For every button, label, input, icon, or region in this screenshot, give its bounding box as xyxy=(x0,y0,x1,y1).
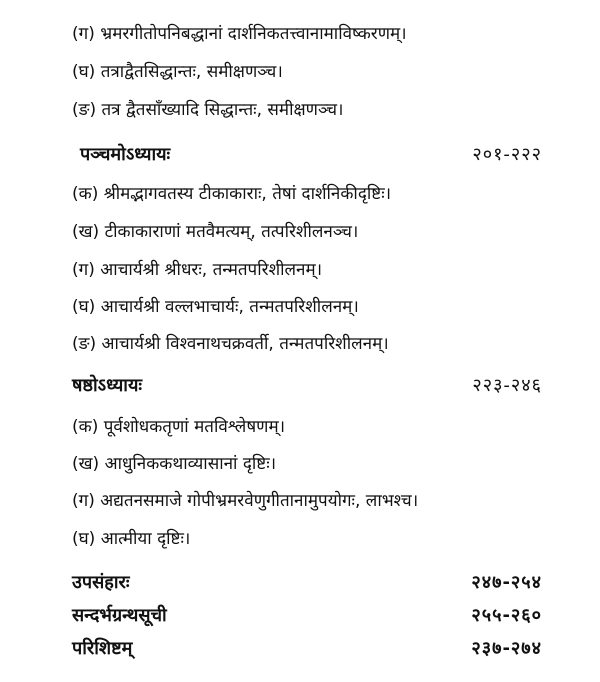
toc-entry: (क) पूर्वशोधकतृणां मतविश्लेषणम्। xyxy=(72,417,286,437)
toc-entry: (ग) अद्यतनसमाजे गोपीभ्रमरवेणुगीतानामुपयोगः, लाभश्च। xyxy=(72,491,419,511)
section-heading xyxy=(72,570,542,596)
toc-entry: (ख) टीकाकाराणां मतवैमत्यम्, तत्परिशीलनञ्च। xyxy=(72,222,359,242)
section-heading xyxy=(72,636,542,662)
toc-entry: (ङ) तत्र द्वैतसाँख्यादि सिद्धान्तः, समीक्षणञ्च। xyxy=(72,100,344,120)
section-title: उपसंहारः xyxy=(72,572,130,593)
page-range: २४७-२५४ xyxy=(471,572,542,593)
section-title: परिशिष्टम् xyxy=(72,638,133,659)
section-title: सन्दर्भग्रन्थसूची xyxy=(72,605,167,626)
page-range: २३७-२७४ xyxy=(471,638,542,659)
page-range: २५५-२६० xyxy=(471,605,542,626)
section-heading xyxy=(72,603,542,629)
toc-entry: (घ) तत्राद्वैतसिद्धान्तः, समीक्षणञ्च। xyxy=(72,62,283,82)
toc-entry: (घ) आत्मीया दृष्टिः। xyxy=(72,529,191,549)
page-range: २२३-२४६ xyxy=(472,375,542,396)
toc-entry: (घ) आचार्यश्री वल्लभाचार्यः, तन्मतपरिशीलनम्। xyxy=(72,297,359,317)
toc-entry: (ख) आधुनिककथाव्यासानां दृष्टिः। xyxy=(72,454,277,474)
page-range: २०१-२२२ xyxy=(472,144,542,165)
chapter-title: पञ्चमोऽध्यायः xyxy=(80,144,171,165)
toc-entry: (ग) भ्रमरगीतोपनिबद्धानां दार्शनिकतत्त्वानामाविष्करणम्। xyxy=(72,24,407,44)
chapter-heading xyxy=(80,142,542,168)
chapter-title: षष्ठोऽध्यायः xyxy=(72,375,143,396)
toc-entry: (ङ) आचार्यश्री विश्वनाथचक्रवर्ती, तन्मतपरिशीलनम्। xyxy=(72,334,389,354)
chapter-heading xyxy=(72,373,542,399)
toc-entry: (क) श्रीमद्भागवतस्य टीकाकाराः, तेषां दार्शनिकीदृष्टिः। xyxy=(72,184,392,204)
toc-entry: (ग) आचार्यश्री श्रीधरः, तन्मतपरिशीलनम्। xyxy=(72,260,323,280)
